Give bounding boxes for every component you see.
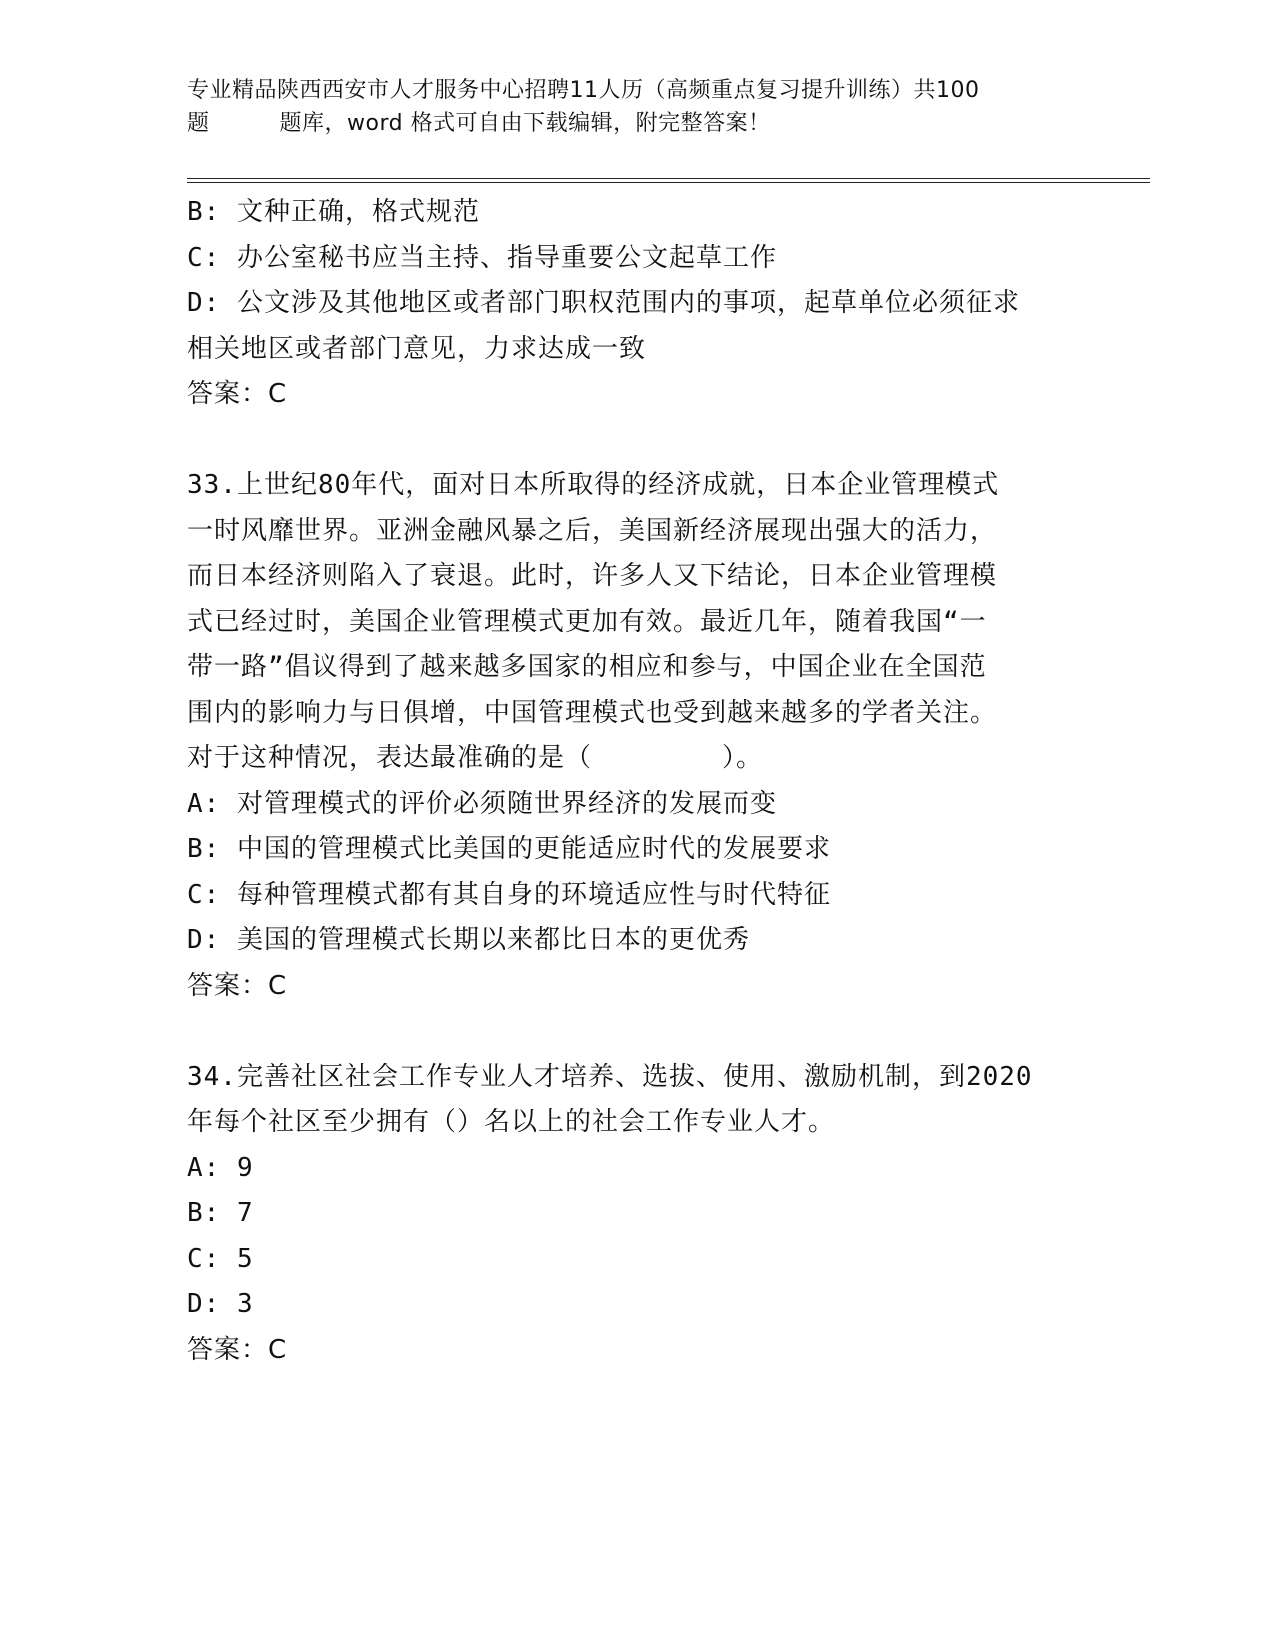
header-title-line2-start: 题	[187, 111, 210, 136]
q33-option-c: C: 每种管理模式都有其自身的环境适应性与时代特征	[187, 879, 831, 910]
header-title-line2-rest: 题库，word 格式可自由下载编辑，附完整答案！	[279, 111, 771, 136]
header-title-line2	[187, 107, 1087, 140]
q33-text-line-6: 围内的影响力与日俱增，中国管理模式也受到越来越多的学者关注。	[187, 697, 998, 728]
q33-option-d: D: 美国的管理模式长期以来都比日本的更优秀	[187, 925, 750, 955]
spacer	[187, 418, 1087, 464]
q34-option-b: B: 7	[187, 1198, 254, 1228]
q33-text-line-5: 带一路”倡议得到了越来越多国家的相应和参与，中国企业在全国范	[187, 652, 987, 682]
q33-prompt-end: ）。	[722, 743, 764, 773]
option-c: C: 办公室秘书应当主持、指导重要公文起草工作	[187, 242, 777, 273]
q34-text-line-2: 年每个社区至少拥有（）名以上的社会工作专业人才。	[187, 1107, 836, 1137]
q34-option-c: C: 5	[187, 1243, 254, 1274]
q33-answer: 答案：C	[187, 970, 288, 1001]
q33-text-line-7	[187, 736, 1087, 782]
q34-answer: 答案：C	[187, 1334, 288, 1365]
q33-prompt: 对于这种情况，表达最准确的是（	[187, 743, 593, 773]
q33-text-line-3: 而日本经济则陷入了衰退。此时，许多人又下结论，日本企业管理模	[187, 561, 998, 591]
option-b: B: 文种正确，格式规范	[187, 197, 480, 227]
q34-option-a: A: 9	[187, 1152, 254, 1183]
q34-text-line-1: 34.完善社区社会工作专业人才培养、选拔、使用、激励机制，到2020	[187, 1061, 1033, 1092]
header-divider-top	[187, 178, 1150, 179]
q33-text-line-2: 一时风靡世界。亚洲金融风暴之后，美国新经济展现出强大的活力，	[187, 515, 998, 546]
q33-option-b: B: 中国的管理模式比美国的更能适应时代的发展要求	[187, 834, 831, 864]
header-title-line1: 专业精品陕西西安市人才服务中心招聘11人历（高频重点复习提升训练）共100	[187, 78, 980, 103]
document-body	[187, 190, 1087, 1373]
answer-prev: 答案：C	[187, 379, 288, 409]
q33-text-line-1: 33.上世纪80年代，面对日本所取得的经济成就，日本企业管理模式	[187, 470, 1000, 500]
q33-option-a: A: 对管理模式的评价必须随世界经济的发展而变	[187, 788, 777, 819]
page-header	[187, 74, 1087, 140]
option-d-continued: 相关地区或者部门意见，力求达成一致	[187, 333, 647, 364]
spacer	[187, 1009, 1087, 1055]
q33-text-line-4: 式已经过时，美国企业管理模式更加有效。最近几年，随着我国“一	[187, 606, 987, 637]
header-divider-bottom	[187, 182, 1150, 183]
option-d: D: 公文涉及其他地区或者部门职权范围内的事项，起草单位必须征求	[187, 288, 1020, 318]
q34-option-d: D: 3	[187, 1289, 254, 1319]
